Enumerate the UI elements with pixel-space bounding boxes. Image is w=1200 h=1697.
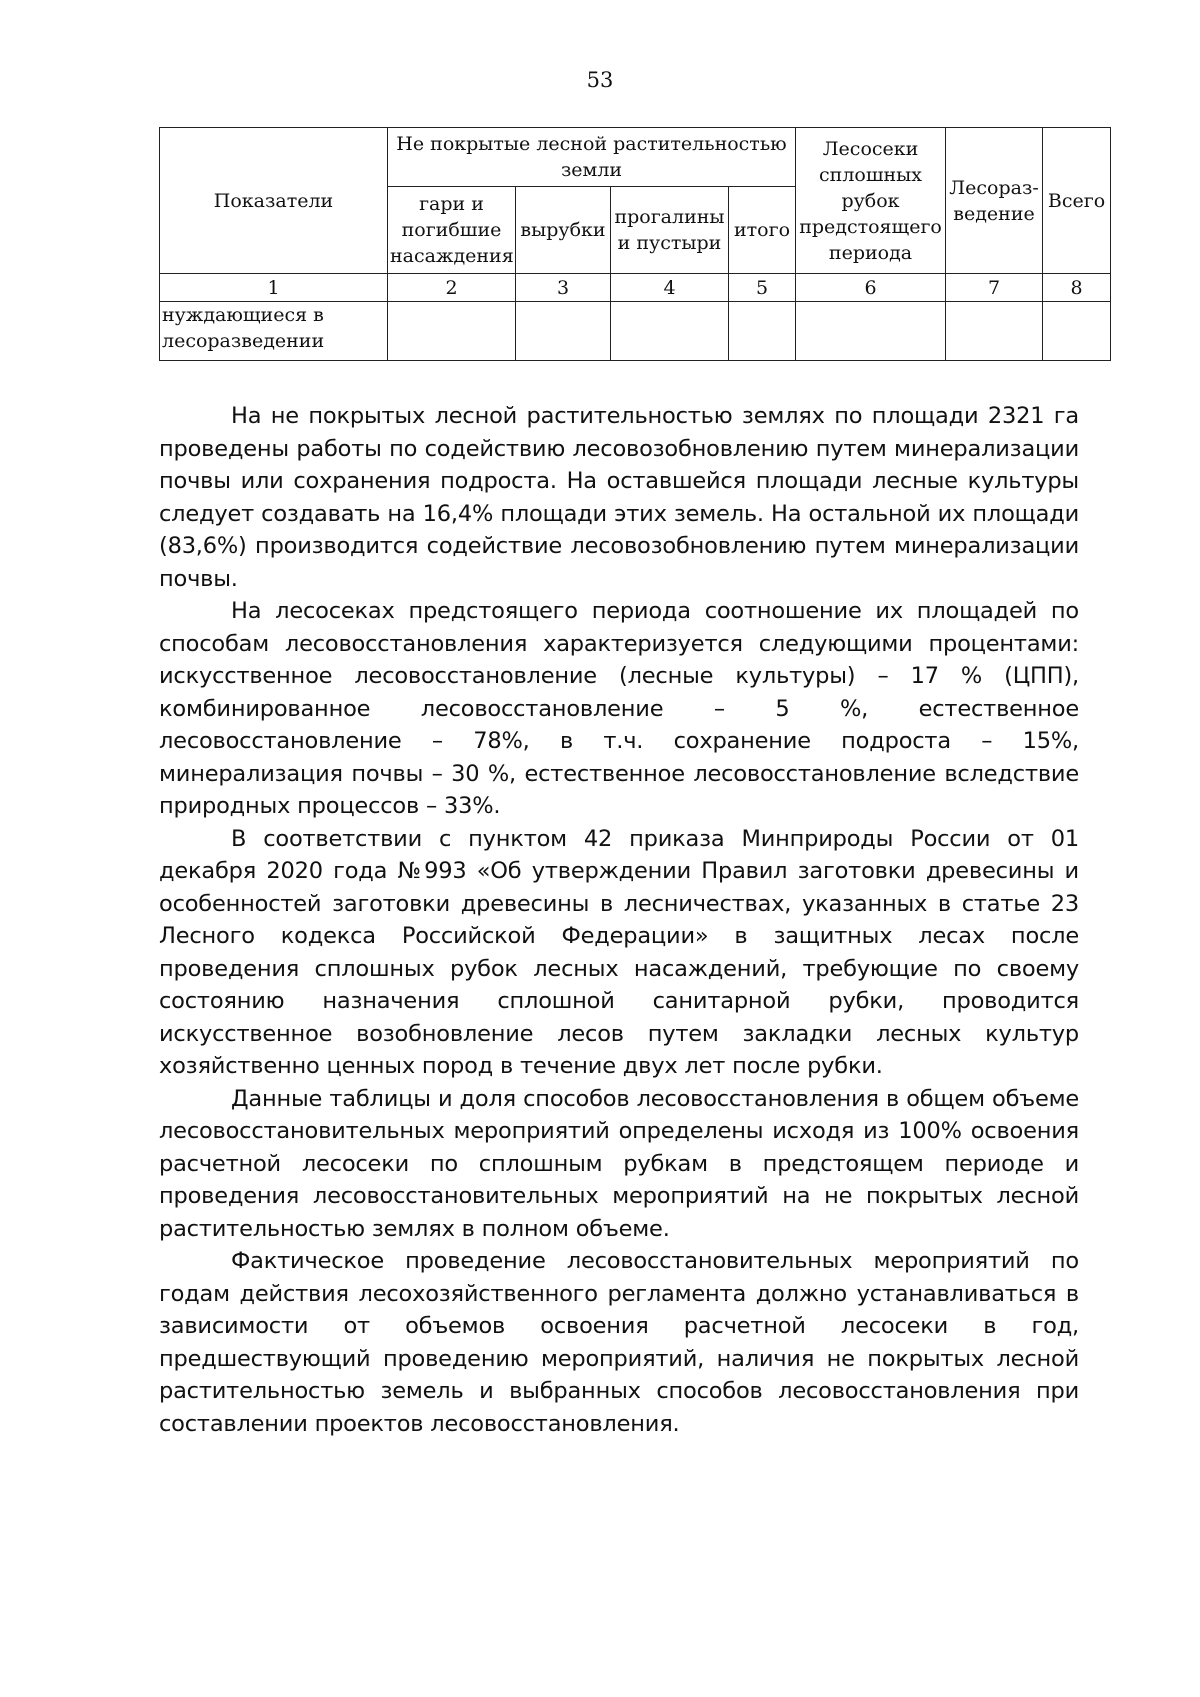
table-cell [729, 302, 796, 361]
reforestation-table [159, 127, 1111, 361]
column-number: 8 [1043, 274, 1111, 302]
row-label: нуждающиеся в лесоразведении [160, 302, 388, 361]
table-cell [611, 302, 729, 361]
header-burned-dead-stands: гари и погибшие насаждения [388, 187, 516, 274]
column-number: 5 [729, 274, 796, 302]
body-text [159, 400, 1079, 1440]
paragraph: На лесосеках предстоящего периода соотношение их площадей по способам лесовосстановления характеризуется следующими процентами: искусственное лесовосстановление (лесные культуры) – 17 % (ЦПП), комбинированное лесовосстановление – 5 %, естественное лесовосстановление – 78%, в т.ч. сохранение подроста – 15%, минерализация почвы – 30 %, естественное лесовосстановление вследствие природных процессов – 33%. [159, 598, 1079, 819]
header-glades-wastelands: прогалины и пустыри [611, 187, 729, 274]
table-cell [946, 302, 1043, 361]
column-number-row [160, 274, 1111, 302]
table-header-row [160, 128, 1111, 187]
header-felling-sites: Лесосеки сплошных рубок предстоящего периода [796, 128, 946, 274]
table-row [160, 302, 1111, 361]
header-indicators: Показатели [160, 128, 388, 274]
table-cell [516, 302, 611, 361]
header-non-covered-lands: Не покрытые лесной растительностью земли [388, 128, 796, 187]
column-number: 1 [160, 274, 388, 302]
paragraph: Данные таблицы и доля способов лесовосстановления в общем объеме лесовосстановительных мероприятий определены исходя из 100% освоения расчетной лесосеки по сплошным рубкам в предстоящем периоде и проведения лесовосстановительных мероприятий на не покрытых лесной растительностью землях в полном объеме. [159, 1085, 1079, 1242]
header-subtotal: итого [729, 187, 796, 274]
column-number: 3 [516, 274, 611, 302]
paragraph: В соответствии с пунктом 42 приказа Минприроды России от 01 декабря 2020 года №993 «Об утверждении Правил заготовки древесины и особенностей заготовки древесины в лесничествах, указанных в статье 23 Лесного кодекса Российской Федерации» в защитных лесах после проведения сплошных рубок лесных насаждений, требующие по своему состоянию назначения сплошной санитарной рубки, проводится искусственное возобновление лесов путем закладки лесных культур хозяйственно ценных пород в течение двух лет после рубки. [159, 825, 1079, 1079]
table-cell [796, 302, 946, 361]
header-total: Всего [1043, 128, 1111, 274]
header-clearings: вырубки [516, 187, 611, 274]
paragraph: Фактическое проведение лесовосстановительных мероприятий по годам действия лесохозяйственного регламента должно устанавливаться в зависимости от объемов освоения расчетной лесосеки в год, предшествующий проведению мероприятий, наличия не покрытых лесной растительностью земель и выбранных способов лесовосстановления при составлении проектов лесовосстановления. [159, 1248, 1079, 1437]
page-number: 53 [586, 68, 614, 92]
table-cell [388, 302, 516, 361]
column-number: 7 [946, 274, 1043, 302]
column-number: 2 [388, 274, 516, 302]
column-number: 6 [796, 274, 946, 302]
header-afforestation: Лесораз-ведение [946, 128, 1043, 274]
column-number: 4 [611, 274, 729, 302]
table-cell [1043, 302, 1111, 361]
paragraph: На не покрытых лесной растительностью землях по площади 2321 га проведены работы по содействию лесовозобновлению путем минерализации почвы или сохранения подроста. На оставшейся площади лесные культуры следует создавать на 16,4% площади этих земель. На остальной их площади (83,6%) производится содействие лесовозобновлению путем минерализации почвы. [159, 403, 1079, 592]
